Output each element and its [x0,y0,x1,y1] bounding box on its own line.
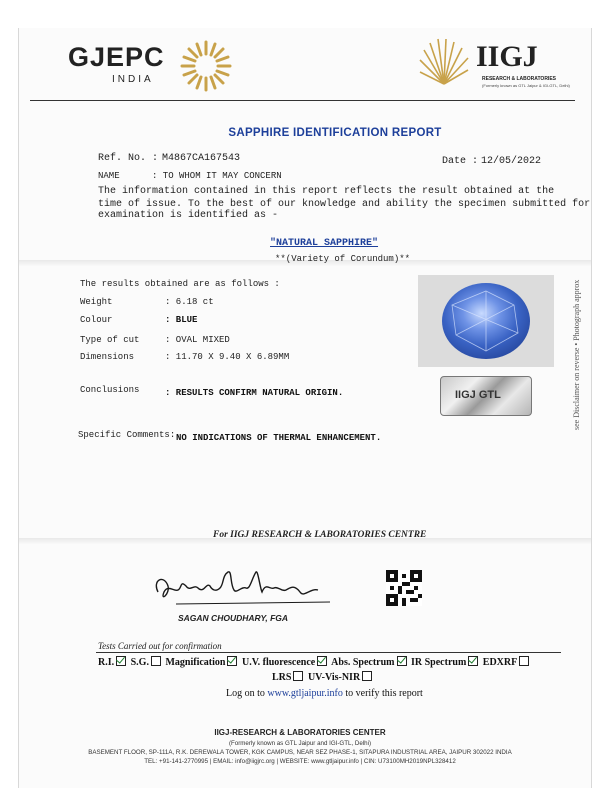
tests-divider [96,652,561,653]
hologram-text: IIGJ GTL [455,389,501,401]
test-label: S.G. [130,657,149,668]
gemstone-photo [418,275,554,367]
header-divider [30,100,575,101]
report-title: SAPPHIRE IDENTIFICATION REPORT [228,127,442,139]
footer-formerly: (Formerly known as GTL Jaipur and IGI-GTL, Delhi) [228,740,372,747]
intro-line: The information contained in this report reflects the result obtained at the [98,186,555,197]
test-label: UV-Vis-NIR [307,672,361,683]
footer-address: BASEMENT FLOOR, SP-111A, R.K. DEREWALA TOWER, KGK CAMPUS, NEAR SEZ PHASE-1, SITAPURA INDUSTRIAL AREA, JAIPUR 302022 INDIA [88,749,512,756]
verify-line [226,688,423,699]
test-label: LRS [272,672,292,683]
result-value: : 11.70 X 9.40 X 6.89MM [165,352,290,362]
test-checkbox[interactable] [519,656,529,666]
test-label: R.I. [98,657,115,668]
results-intro: The results obtained are as follows : [80,279,280,289]
result-value: : BLUE [165,315,198,325]
ref-label: Ref. No. : [98,153,159,164]
test-label: IR Spectrum [411,657,467,668]
signer-name: SAGAN CHOUDHARY, FGA [178,613,289,623]
iigj-formerly: (Formerly known as GTL Jaipur & IGI-GTL, Delhi) [482,83,570,88]
result-label: Conclusions [80,385,140,395]
date-label: Date : [442,156,479,167]
ref-number: M4867CA167543 [162,153,241,164]
result-value: : OVAL MIXED [165,335,230,345]
test-checkbox[interactable] [468,656,478,666]
verify-prefix: Log on to [226,688,265,699]
test-checkbox[interactable] [227,656,237,666]
result-label: Dimensions [80,352,135,362]
gjepc-country: INDIA [112,74,154,85]
test-label: U.V. fluorescence [241,657,316,668]
test-checkbox[interactable] [116,656,126,666]
report-date: 12/05/2022 [481,156,542,167]
intro-line: time of issue. To the best of our knowledge and ability the specimen submitted for [98,199,591,210]
test-checkbox[interactable] [293,671,303,681]
qr-code-icon[interactable] [386,570,422,606]
footer-center-name: IIGJ-RESEARCH & LABORATORIES CENTER [214,728,386,737]
name-value: : TO WHOM IT MAY CONCERN [152,171,282,181]
intro-line: examination is identified as - [98,210,279,221]
footer-contact: TEL: +91-141-2770995 | EMAIL: info@iigjrc.org | WEBSITE: www.gtljaipur.info | CIN: U73100MH2019NPL328412 [144,758,456,765]
test-checkbox[interactable] [397,656,407,666]
tests-row-2 [272,671,374,683]
iigj-subtitle: RESEARCH & LABORATORIES [482,76,556,82]
result-label: Colour [80,315,113,325]
test-label: Abs. Spectrum [331,657,395,668]
result-value: : 6.18 ct [165,297,214,307]
signing-entity: For IIGJ RESEARCH & LABORATORIES CENTRE [213,530,427,540]
result-value: : RESULTS CONFIRM NATURAL ORIGIN. [165,388,344,398]
verify-url-link[interactable]: www.gtljaipur.info [267,688,343,699]
variety-note: **(Variety of Corundum)** [275,254,411,264]
iigj-sunburst-icon [418,38,470,86]
security-hologram [440,376,532,416]
test-label: EDXRF [482,657,518,668]
tests-row-1 [98,656,531,668]
gjepc-logo: GJEPC [68,42,165,72]
name-label: NAME [98,171,120,181]
result-label: Type of cut [80,335,140,345]
sapphire-gem-icon [418,275,554,367]
specific-comments-value: NO INDICATIONS OF THERMAL ENHANCEMENT. [176,433,382,443]
side-note [560,270,590,430]
disclaimer-note: see Disclaimer on reverse • Photograph approx [572,279,581,430]
verify-suffix: to verify this report [345,688,423,699]
test-checkbox[interactable] [317,656,327,666]
tests-heading: Tests Carried out for confirmation [98,641,222,651]
iigj-logo: IIGJ [476,40,538,73]
test-label: Magnification [165,657,226,668]
test-checkbox[interactable] [362,671,372,681]
specific-comments-label: Specific Comments: [78,430,176,440]
signature-icon [150,562,340,612]
test-checkbox[interactable] [151,656,161,666]
result-label: Weight [80,297,113,307]
identification-result: "NATURAL SAPPHIRE" [270,238,379,249]
gjepc-sunburst-icon [178,38,234,94]
